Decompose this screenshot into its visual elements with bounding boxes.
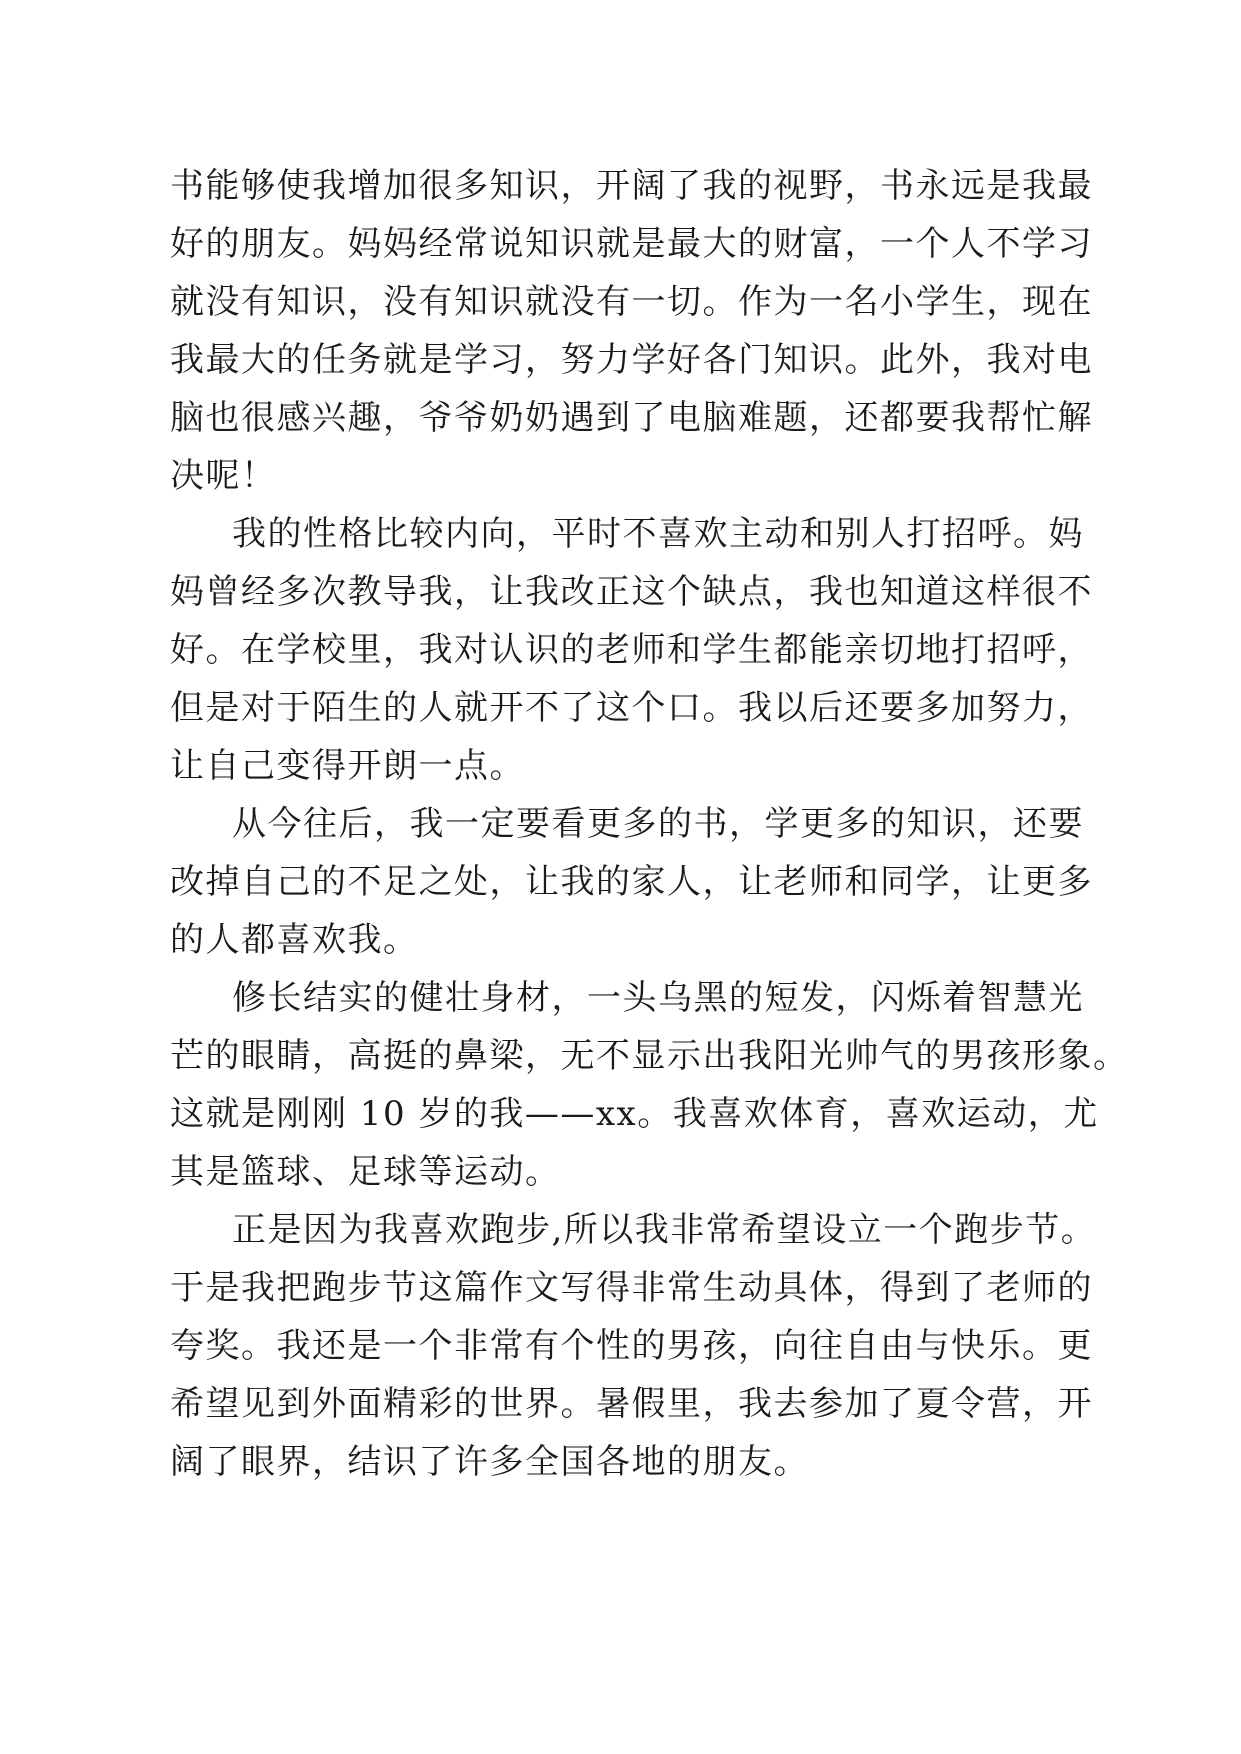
text-line: 夸奖。我还是一个非常有个性的男孩，向往自由与快乐。更 <box>170 1326 1093 1366</box>
text-line: 我的性格比较内向，平时不喜欢主动和别人打招呼。妈 <box>232 514 1084 554</box>
text-line: 但是对于陌生的人就开不了这个口。我以后还要多加努力， <box>170 688 1093 728</box>
text-line: 的人都喜欢我。 <box>170 920 419 960</box>
text-line: 从今往后，我一定要看更多的书，学更多的知识，还要 <box>232 804 1084 844</box>
text-line: 让自己变得开朗一点。 <box>170 746 525 786</box>
text-line: 希望见到外面精彩的世界。暑假里，我去参加了夏令营，开 <box>170 1384 1093 1424</box>
text-line: 好的朋友。妈妈经常说知识就是最大的财富，一个人不学习 <box>170 224 1093 264</box>
text-line: 改掉自己的不足之处，让我的家人，让老师和同学，让更多 <box>170 862 1093 902</box>
text-line: 好。在学校里，我对认识的老师和学生都能亲切地打招呼， <box>170 630 1093 670</box>
text-line: 妈曾经多次教导我，让我改正这个缺点，我也知道这样很不 <box>170 572 1093 612</box>
text-line: 我最大的任务就是学习，努力学好各门知识。此外，我对电 <box>170 340 1093 380</box>
text-line: 芒的眼睛，高挺的鼻梁，无不显示出我阳光帅气的男孩形象。 <box>170 1036 1129 1076</box>
text-line: 书能够使我增加很多知识，开阔了我的视野，书永远是我最 <box>170 166 1093 206</box>
text-line: 其是篮球、足球等运动。 <box>170 1152 561 1192</box>
text-line: 就没有知识，没有知识就没有一切。作为一名小学生，现在 <box>170 282 1093 322</box>
text-line: 脑也很感兴趣，爷爷奶奶遇到了电脑难题，还都要我帮忙解 <box>170 398 1093 438</box>
text-line: 于是我把跑步节这篇作文写得非常生动具体，得到了老师的 <box>170 1268 1093 1308</box>
text-line: 这就是刚刚 10 岁的我——xx。我喜欢体育，喜欢运动，尤 <box>170 1094 1099 1134</box>
text-line: 正是因为我喜欢跑步,所以我非常希望设立一个跑步节。 <box>232 1210 1097 1250</box>
text-line: 修长结实的健壮身材，一头乌黑的短发，闪烁着智慧光 <box>232 978 1084 1018</box>
text-line: 决呢！ <box>170 456 277 496</box>
text-line: 阔了眼界，结识了许多全国各地的朋友。 <box>170 1442 809 1482</box>
